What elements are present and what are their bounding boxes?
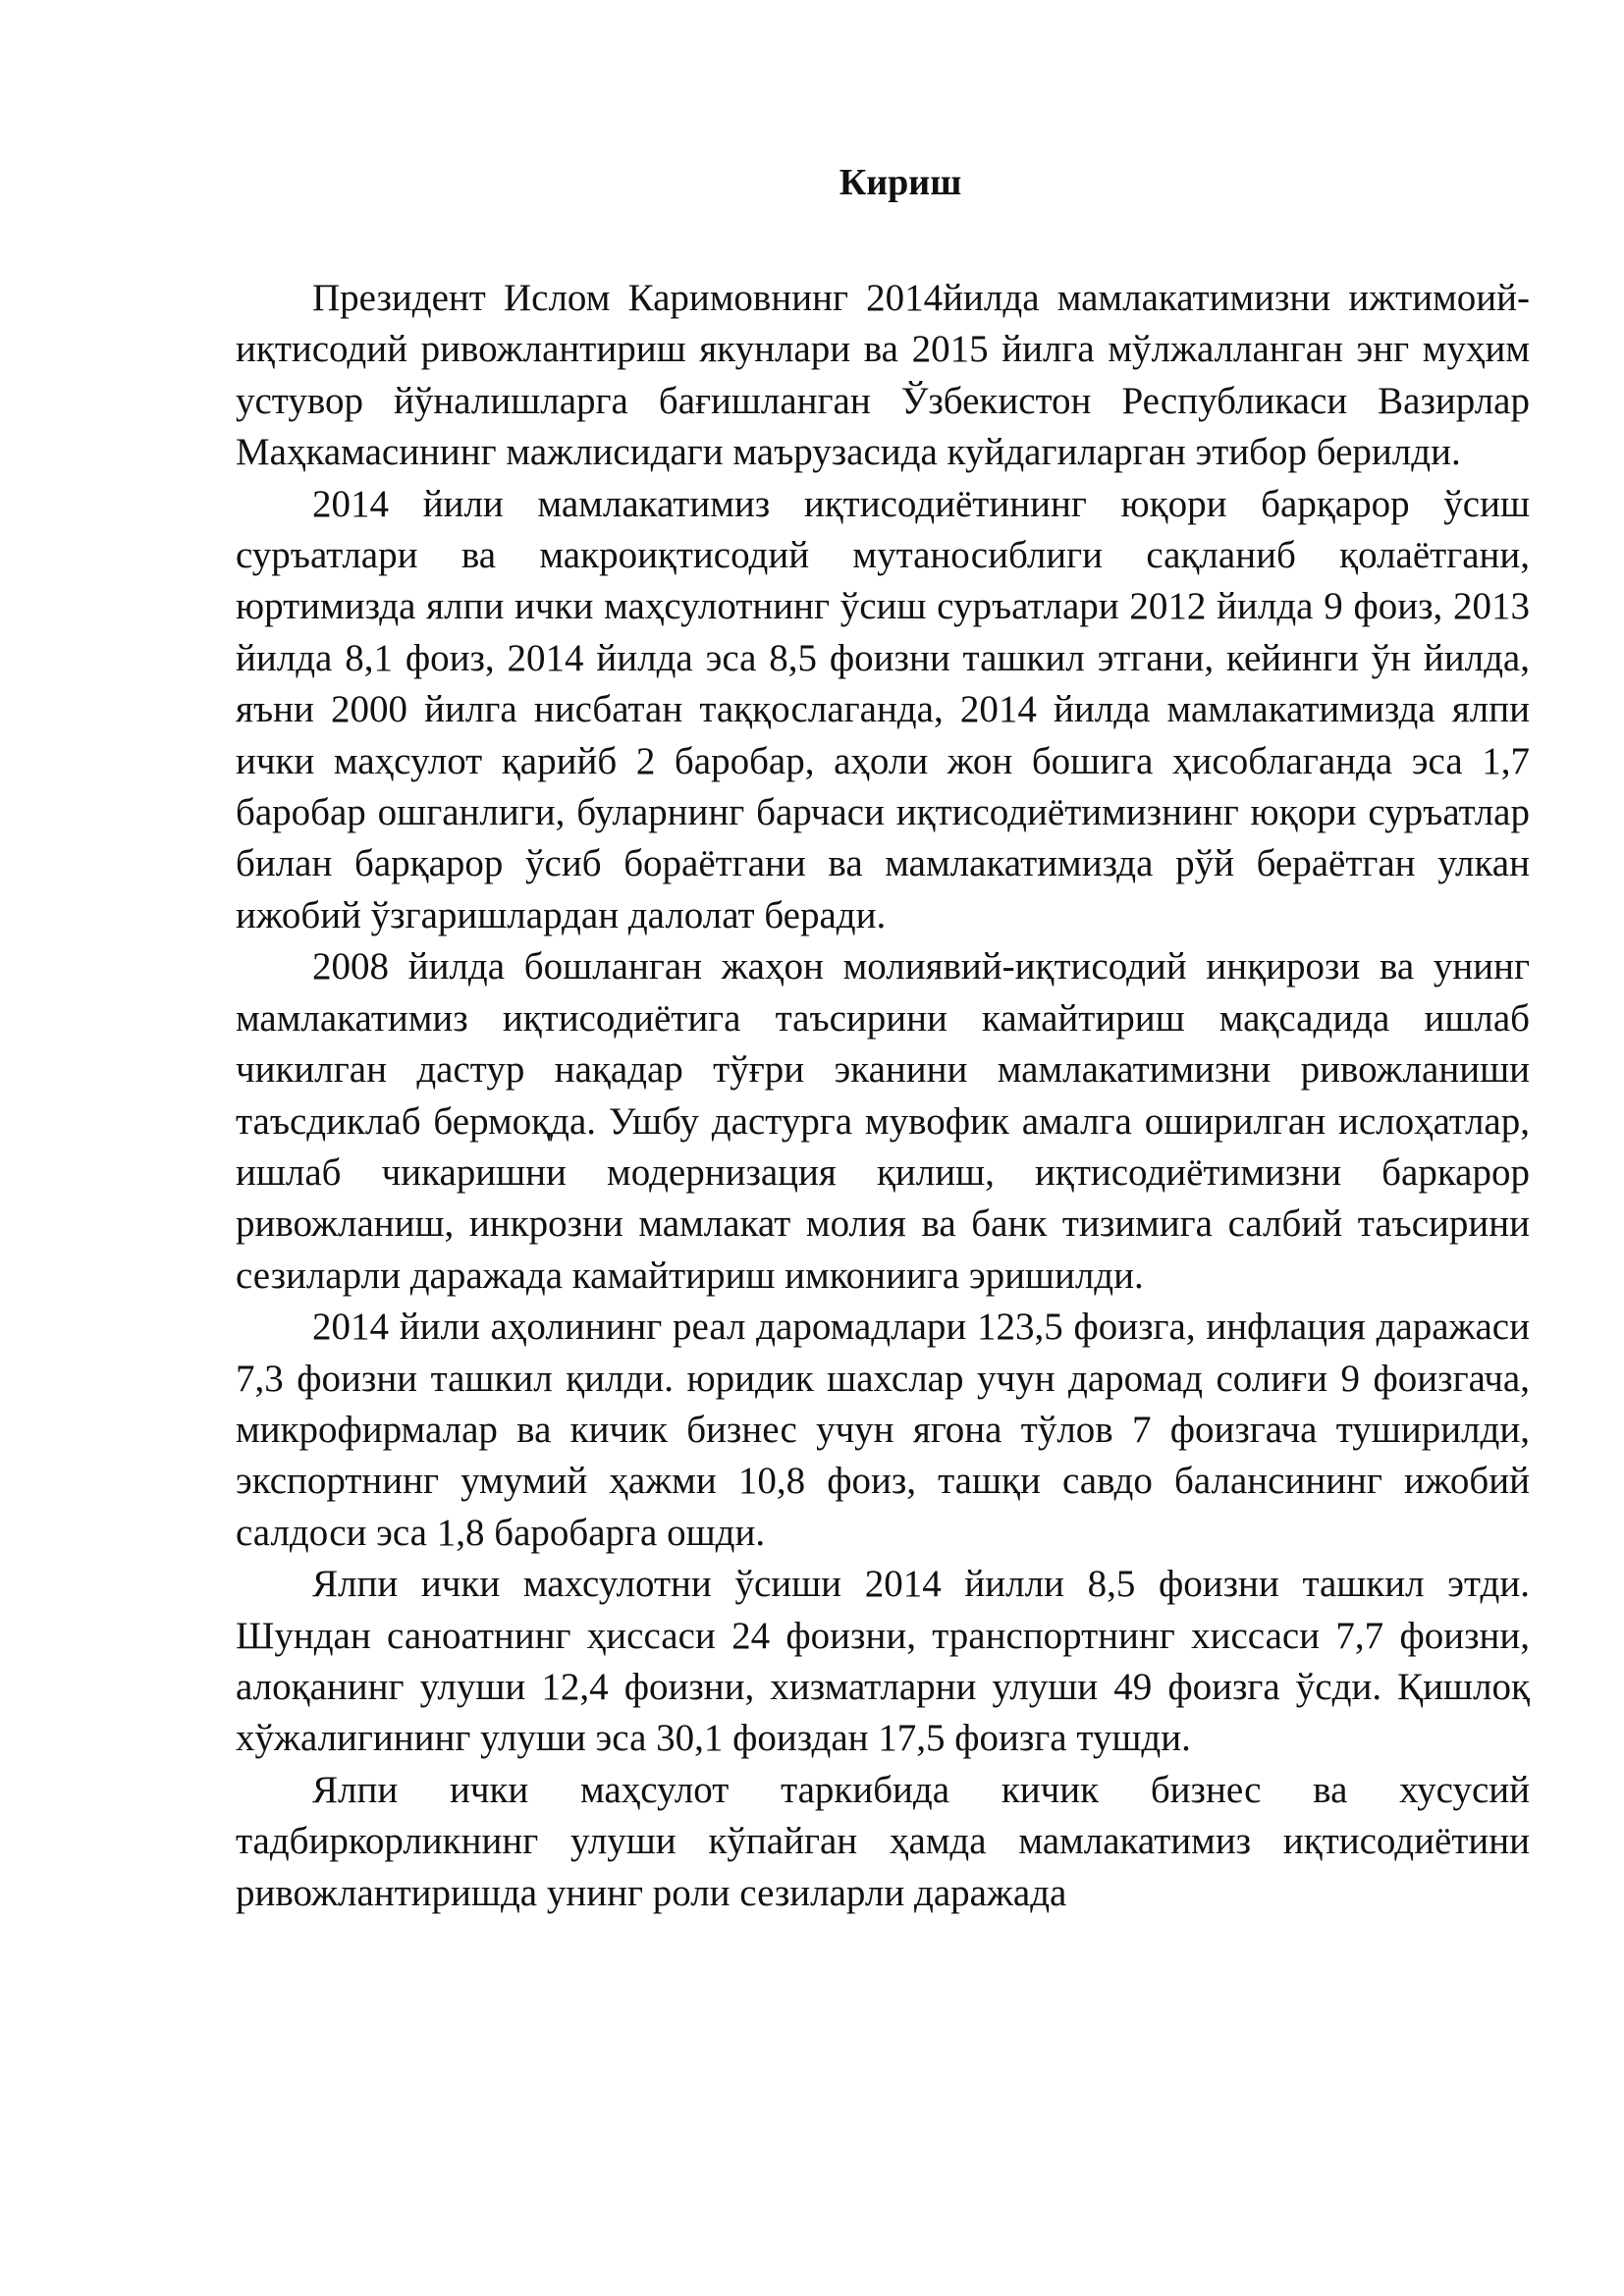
- page-title: Кириш: [839, 162, 962, 203]
- paragraph-1: Президент Ислом Каримовнинг 2014йилда мамлакатимизни ижтимоий-иқтисодий ривожлантириш якунлари ва 2015 йилга мўлжалланган энг муҳим устувор йўналишларга бағишланган Ўзбекистон Республикаси Вазирлар Маҳкамасининг мажлисидаги маърузасида куйдагиларган этибор берилди.: [236, 277, 1530, 474]
- paragraph-2: 2014 йили мамлакатимиз иқтисодиётининг юқори барқарор ўсиш суръатлари ва макроиқтисодий мутаносиблиги сақланиб қолаётгани, юртимизда ялпи ички маҳсулотнинг ўсиш суръатлари 2012 йилда 9 фоиз, 2013 йилда 8,1 фоиз, 2014 йилда эса 8,5 фоизни ташкил этгани, кейинги ўн йилда, яъни 2000 йилга нисбатан таққослаганда, 2014 йилда мамлакатимизда ялпи ички маҳсулот қарийб 2 баробар, аҳоли жон бошига ҳисоблаганда эса 1,7 баробар ошганлиги, буларнинг барчаси иқтисодиётимизнинг юқори суръатлар билан барқарор ўсиб бораётгани ва мамлакатимизда рўй бераётган улкан ижобий ўзгаришлардан далолат беради.: [236, 482, 1530, 936]
- paragraph-4: 2014 йили аҳолининг реал даромадлари 123,5 фоизга, инфлация даражаси 7,3 фоизни ташкил қилди. юридик шахслар учун даромад солиғи 9 фоизгача, микрофирмалар ва кичик бизнес учун ягона тўлов 7 фоизгача туширилди, экспортнинг умумий ҳажми 10,8 фоиз, ташқи савдо балансининг ижобий салдоси эса 1,8 баробарга ошди.: [236, 1306, 1530, 1554]
- document-page: [236, 153, 1530, 1919]
- paragraph-6: Ялпи ички маҳсулот таркибида кичик бизнес ва хусусий тадбиркорликнинг улуши кўпайган ҳамда мамлакатимиз иқтисодиётини ривожлантиришда унинг роли сезиларли даражада: [236, 1768, 1530, 1914]
- paragraph-5: Ялпи ички махсулотни ўсиши 2014 йилли 8,5 фоизни ташкил этди. Шундан саноатнинг ҳиссаси 24 фоизни, транспортнинг хиссаси 7,7 фоизни, алоқанинг улуши 12,4 фоизни, хизматларни улуши 49 фоизга ўсди. Қишлоқ хўжалигининг улуши эса 30,1 фоиздан 17,5 фоизга тушди.: [236, 1563, 1530, 1760]
- paragraph-3: 2008 йилда бошланган жаҳон молиявий-иқтисодий инқирози ва унинг мамлакатимиз иқтисодиётига таъсирини камайтириш мақсадида ишлаб чикилган дастур нақадар тўғри эканини мамлакатимизни ривожланиши таъсдиклаб бермоқда. Ушбу дастурга мувофик амалга оширилган ислоҳатлар, ишлаб чикаришни модернизация қилиш, иқтисодиётимизни баркарор ривожланиш, инкрозни мамлакат молия ва банк тизимига салбий таъсирини сезиларли даражада камайтириш имкониига эришилди.: [236, 945, 1530, 1297]
